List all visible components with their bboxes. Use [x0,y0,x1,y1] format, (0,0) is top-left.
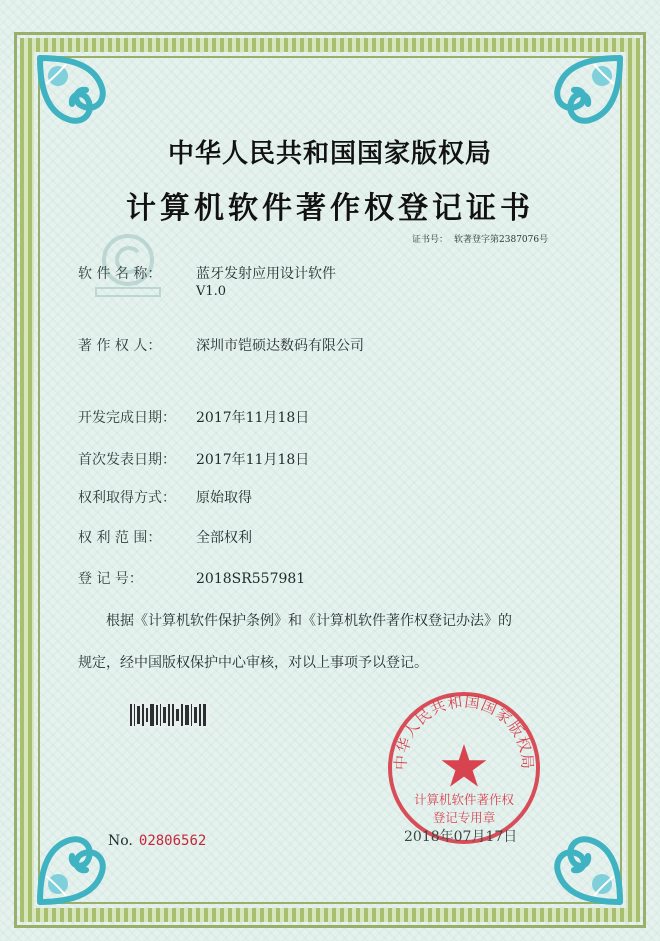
serial-number-value: 02806562 [138,833,207,849]
certificate-number [412,232,548,245]
field-value: 2017年11月18日 [196,452,310,468]
certificate-title: 计算机软件著作权登记证书 [126,191,534,226]
declaration-line-1: 根据《计算机软件保护条例》和《计算机软件著作权登记办法》的 [106,613,512,629]
field-label: 著 作 权 人： [78,338,162,354]
field-label: 首次发表日期： [78,452,176,468]
corner-ornament-bottom-left [36,806,136,906]
field-label: 软 件 名 称： [78,266,162,282]
field-first-publication-date [78,449,309,469]
field-label: 权 利 范 围： [78,530,162,546]
field-acquisition-method [78,487,252,507]
certificate-number-label: 证书号： [412,235,449,245]
field-registration-number [78,568,305,588]
field-copyright-owner [78,335,364,355]
field-rights-scope [78,527,252,547]
seal-star-icon [442,744,487,787]
field-value: 2018SR557981 [196,571,306,587]
field-value: 2017年11月18日 [196,410,310,426]
field-value: 全部权利 [196,530,252,546]
declaration-text [78,600,598,684]
field-software-name [78,263,336,299]
field-label: 开发完成日期： [78,410,176,426]
field-label: 登 记 号： [78,571,143,587]
field-label: 权利取得方式： [78,490,176,506]
field-value: 原始取得 [196,490,252,506]
serial-number-label: No. [108,833,133,849]
issue-date: 2018年07月17日 [404,829,518,845]
seal-ring-text: 中华人民共和国国家版权局 [391,692,537,771]
serial-number [108,833,206,849]
barcode-icon [128,702,210,728]
declaration-line-2: 规定，经中国版权保护中心审核，对以上事项予以登记。 [78,655,428,671]
software-version: V1.0 [196,284,227,299]
issuer-name: 中华人民共和国国家版权局 [167,139,492,169]
seal-center-line-2: 登记专用章 [432,810,496,825]
field-completion-date [78,407,309,427]
seal-center-line-1: 计算机软件著作权 [413,792,515,807]
certificate-number-value: 软著登字第2387076号 [454,235,549,245]
official-seal [384,688,544,848]
field-value: 蓝牙发射应用设计软件 [196,266,336,282]
field-value: 深圳市铠硕达数码有限公司 [196,338,364,354]
